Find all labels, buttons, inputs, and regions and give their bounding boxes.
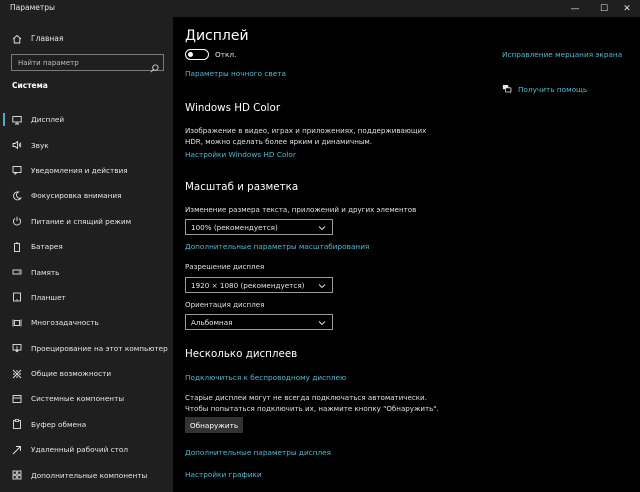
minimize-button[interactable]: —	[570, 3, 580, 14]
sidebar-item-focus-assist[interactable]	[0, 183, 173, 208]
hdr-description-line2: HDR, можно сделать более ярким и динамичным.	[185, 136, 373, 146]
battery-icon	[12, 242, 22, 252]
scale-size-label: Изменение размера текста, приложений и других элементов	[185, 205, 417, 214]
sidebar-item-label: Дополнительные компоненты	[31, 470, 148, 480]
title-bar	[0, 0, 640, 17]
sidebar-item-label: Многозадачность	[31, 318, 99, 328]
window-title: Параметры	[10, 3, 55, 12]
search-box[interactable]	[11, 54, 164, 71]
sidebar-item-sound[interactable]	[0, 132, 173, 157]
resolution-label: Разрешение дисплея	[185, 262, 265, 271]
tablet-icon	[12, 292, 22, 302]
hdr-settings-link[interactable]: Настройки Windows HD Color	[185, 150, 296, 159]
optional-features-icon	[12, 470, 22, 480]
home-icon	[12, 34, 22, 44]
multitasking-icon	[12, 318, 22, 328]
sidebar-item-projecting[interactable]	[0, 336, 173, 361]
sidebar-item-tablet[interactable]	[0, 285, 173, 310]
scale-size-value: 100% (рекомендуется)	[191, 222, 278, 232]
night-light-state-label: Откл.	[215, 50, 237, 59]
chevron-down-icon	[318, 224, 326, 233]
sidebar-item-label: Удаленный рабочий стол	[31, 445, 129, 455]
help-chat-icon	[502, 84, 512, 94]
sidebar	[0, 17, 173, 492]
sidebar-item-storage[interactable]	[0, 259, 173, 284]
sidebar-item-label: Буфер обмена	[31, 419, 87, 429]
sidebar-item-label: Проецирование на этот компьютер	[31, 343, 168, 353]
flicker-fix-link[interactable]: Исправление мерцания экрана	[502, 50, 623, 59]
night-light-toggle[interactable]	[185, 49, 209, 60]
scale-size-dropdown[interactable]	[185, 219, 333, 235]
clipboard-icon	[12, 419, 22, 429]
detect-info-line1: Старые дисплеи могут не всегда подключаться автоматически.	[185, 393, 427, 402]
orientation-value: Альбомная	[191, 317, 233, 327]
detect-info-line2: Чтобы попытаться подключить их, нажмите кнопку "Обнаружить".	[185, 403, 439, 413]
sidebar-item-label: Общие возможности	[31, 369, 112, 379]
sidebar-nav	[0, 107, 173, 488]
moon-icon	[12, 191, 22, 201]
sidebar-item-clipboard[interactable]	[0, 412, 173, 437]
multi-display-heading: Несколько дисплеев	[185, 348, 298, 360]
sidebar-item-label: Батарея	[31, 242, 63, 252]
components-icon	[12, 394, 22, 404]
sidebar-item-display[interactable]	[0, 107, 173, 132]
sidebar-item-label: Питание и спящий режим	[31, 216, 132, 226]
get-help-link[interactable]	[502, 84, 587, 94]
sidebar-item-shared-experiences[interactable]	[0, 361, 173, 386]
resolution-dropdown[interactable]	[185, 277, 333, 293]
advanced-scaling-link[interactable]: Дополнительные параметры масштабирования	[185, 242, 370, 251]
scale-heading: Масштаб и разметка	[185, 181, 299, 193]
search-icon[interactable]	[150, 58, 159, 77]
sidebar-item-label: Память	[31, 267, 60, 277]
sidebar-item-label: Фокусировка внимания	[31, 191, 122, 201]
sidebar-item-battery[interactable]	[0, 234, 173, 259]
shared-experiences-icon	[12, 369, 22, 379]
sidebar-item-home[interactable]	[0, 30, 173, 47]
orientation-dropdown[interactable]	[185, 314, 333, 330]
sidebar-item-remote-desktop[interactable]	[0, 437, 173, 462]
storage-icon	[12, 267, 22, 277]
chevron-down-icon	[318, 319, 326, 328]
sidebar-item-label: Дисплей	[31, 115, 65, 125]
power-icon	[12, 216, 22, 226]
detect-button[interactable]: Обнаружить	[185, 417, 243, 433]
advanced-display-link[interactable]: Дополнительные параметры дисплея	[185, 448, 332, 457]
toggle-knob	[188, 52, 193, 57]
night-light-settings-link[interactable]: Параметры ночного света	[185, 69, 286, 78]
close-button[interactable]: ✕	[623, 3, 631, 14]
sidebar-item-system-components[interactable]	[0, 386, 173, 411]
orientation-label: Ориентация дисплея	[185, 300, 265, 309]
speaker-icon	[12, 140, 22, 150]
hdr-description-line1: Изображение в видео, играх и приложениях, поддерживающих	[185, 126, 427, 135]
project-icon	[12, 343, 22, 353]
sidebar-item-label: Планшет	[31, 292, 66, 302]
maximize-button[interactable]: ☐	[599, 3, 609, 14]
page-title: Дисплей	[185, 28, 249, 44]
sidebar-item-optional-features[interactable]	[0, 462, 173, 487]
chevron-down-icon	[318, 282, 326, 291]
sidebar-item-multitasking[interactable]	[0, 310, 173, 335]
notifications-icon	[12, 165, 22, 175]
sidebar-section-title: Система	[12, 81, 48, 90]
remote-desktop-icon	[12, 445, 22, 455]
sidebar-home-label: Главная	[31, 34, 64, 43]
sidebar-item-power[interactable]	[0, 209, 173, 234]
search-input[interactable]	[18, 59, 146, 67]
main-content	[173, 17, 640, 492]
monitor-icon	[12, 115, 22, 125]
sidebar-item-notifications[interactable]	[0, 158, 173, 183]
sidebar-item-label: Звук	[31, 140, 49, 150]
resolution-value: 1920 × 1080 (рекомендуется)	[191, 280, 305, 290]
sidebar-item-label: Системные компоненты	[31, 394, 125, 404]
hdr-heading: Windows HD Color	[185, 102, 281, 114]
get-help-label: Получить помощь	[518, 84, 588, 94]
sidebar-item-label: Уведомления и действия	[31, 165, 128, 175]
wireless-display-link[interactable]: Подключиться к беспроводному дисплею	[185, 373, 347, 382]
graphics-settings-link[interactable]: Настройки графики	[185, 470, 262, 479]
